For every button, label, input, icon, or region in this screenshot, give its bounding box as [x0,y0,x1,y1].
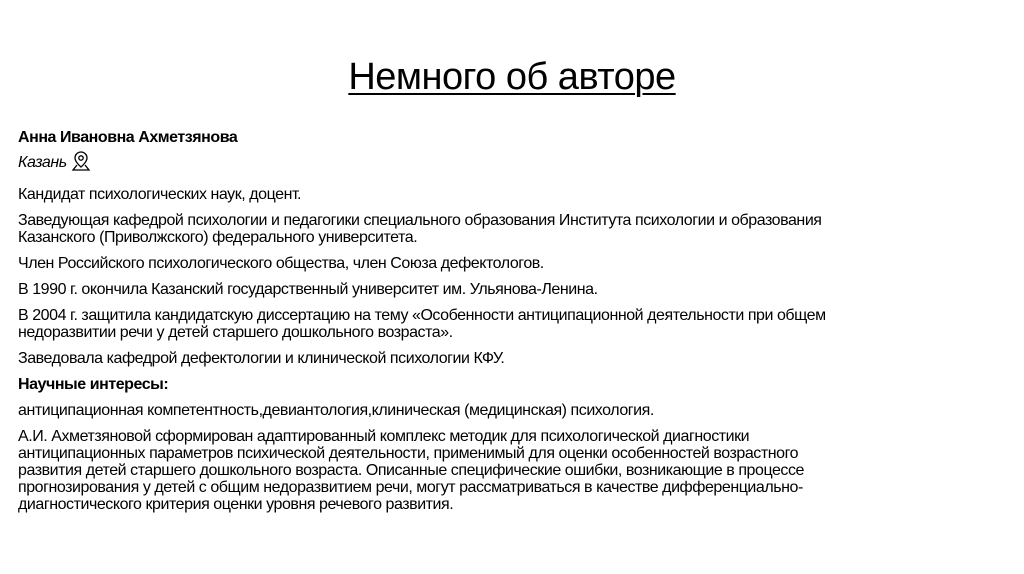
summary-line: диагностического критерия оценки уровня речевого развития. [18,496,454,513]
interests: антиципационная компетентность,девиантология,клиническая (медицинская) психология. [18,402,654,419]
map-pin-icon [71,150,91,176]
position [18,212,1018,246]
graduation: В 1990 г. окончила Казанский государственный университет им. Ульянова-Ленина. [18,281,598,298]
position-line: Заведующая кафедрой психологии и педагогики специального образования Института психологии и образования [18,212,822,229]
author-name: Анна Ивановна Ахметзянова [18,129,238,146]
summary-line: развития детей старшего дошкольного возраста. Описанные специфические ошибки, возникающие в процессе [18,462,804,479]
position-line: Казанского (Приволжского) федерального университета. [18,229,418,246]
dissertation-line: В 2004 г. защитила кандидатскую диссертацию на тему «Особенности антиципационной деятельности при общем [18,307,826,324]
summary [18,428,1018,513]
degree: Кандидат психологических наук, доцент. [18,186,302,203]
dissertation [18,307,1018,341]
former-position: Заведовала кафедрой дефектологии и клинической психологии КФУ. [18,350,505,367]
dissertation-line: недоразвитии речи у детей старшего дошкольного возраста». [18,324,453,341]
interests-heading: Научные интересы: [18,376,169,393]
author-city [18,150,1018,176]
page-title: Немного об авторе [348,56,676,98]
author-bio [18,129,1018,522]
summary-line: А.И. Ахметзяновой сформирован адаптированный комплекс методик для психологической диагностики [18,428,750,445]
summary-line: антиципационных параметров психической деятельности, применимый для оценки особенностей возрастного [18,445,799,462]
city-label: Казань [18,154,67,172]
membership: Член Российского психологического общества, член Союза дефектологов. [18,255,544,272]
summary-line: прогнозирования у детей с общим недоразвитием речи, могут рассматриваться в качестве дифференциально- [18,479,803,496]
